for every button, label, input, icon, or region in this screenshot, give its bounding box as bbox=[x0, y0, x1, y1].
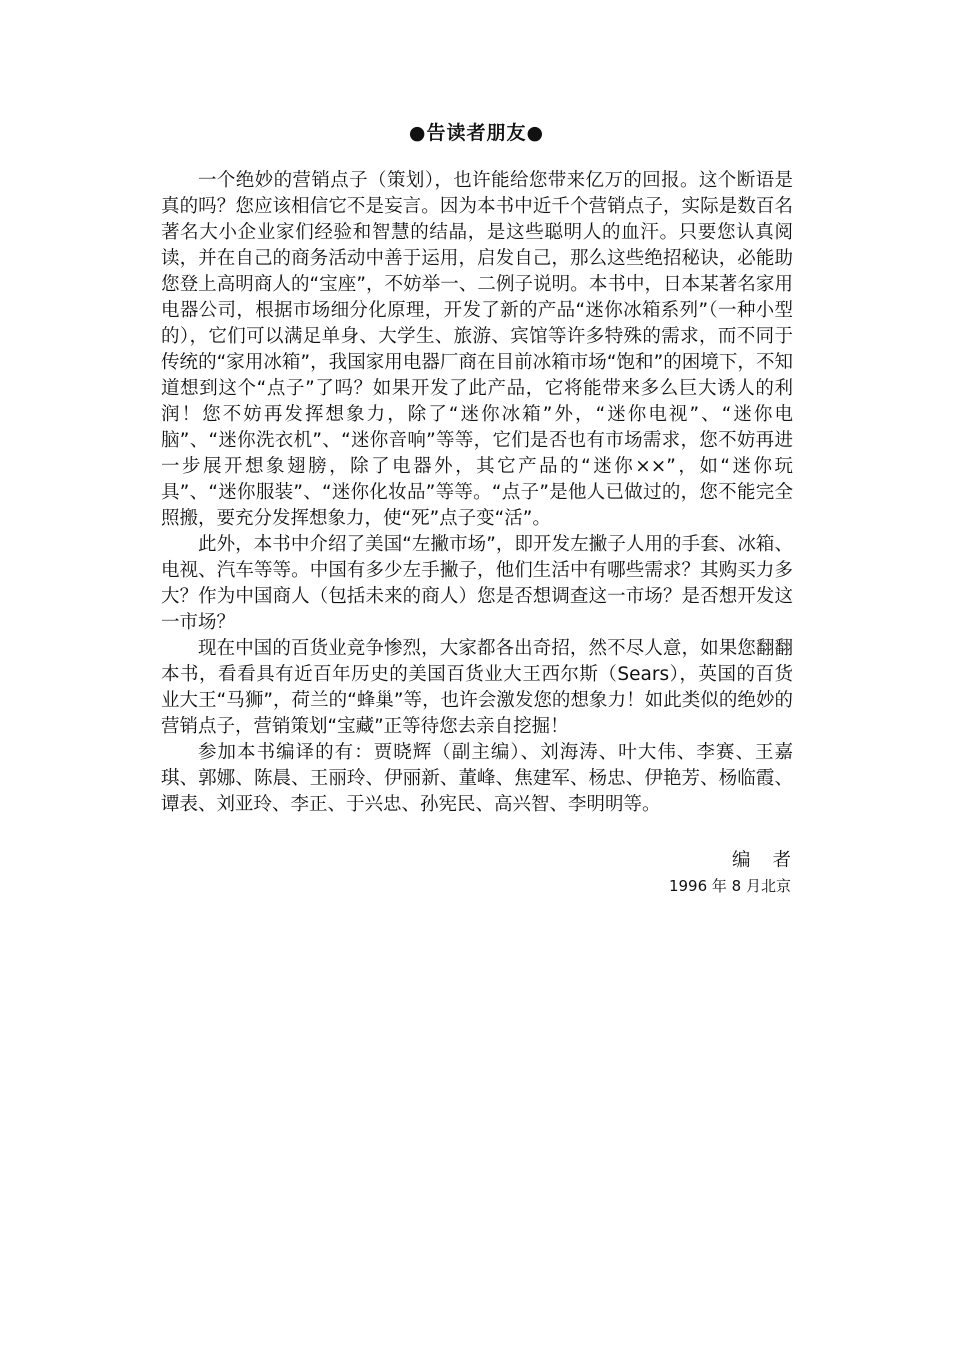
paragraph-1: 一个绝妙的营销点子（策划），也许能给您带来亿万的回报。这个断语是真的吗？您应该相信它不是妄言。因为本书中近千个营销点子，实际是数百名著名大小企业家们经验和智慧的结晶，是这些聪明人的血汗。只要您认真阅读，并在自己的商务活动中善于运用，启发自己，那么这些绝招秘诀，必能助您登上高明商人的“宝座”，不妨举一、二例子说明。本书中，日本某著名家用电器公司，根据市场细分化原理，开发了新的产品“迷你冰箱系列”（一种小型的），它们可以满足单身、大学生、旅游、宾馆等许多特殊的需求，而不同于传统的“家用冰箱”，我国家用电器厂商在目前冰箱市场“饱和”的困境下，不知道想到这个“点子”了吗？如果开发了此产品，它将能带来多么巨大诱人的利润！您不妨再发挥想象力，除了“迷你冰箱”外，“迷你电视”、“迷你电脑”、“迷你洗衣机”、“迷你音响”等等，它们是否也有市场需求，您不妨再进一步展开想象翅膀，除了电器外，其它产品的“迷你××”，如“迷你玩具”、“迷你服装”、“迷你化妆品”等等。“点子”是他人已做过的，您不能完全照搬，要充分发挥想象力，使“死”点子变“活”。 bbox=[161, 170, 793, 529]
signature-block bbox=[668, 848, 813, 898]
date-line: 1996 年 8 月北京 bbox=[668, 877, 791, 895]
paragraph-4: 参加本书编译的有：贾晓辉（副主编）、刘海涛、叶大伟、李赛、王嘉琪、郭娜、陈晨、王丽玲、伊丽新、董峰、焦建军、杨忠、伊艳芳、杨临霞、谭表、刘亚玲、李正、于兴忠、孙宪民、高兴智、李明明等。 bbox=[161, 742, 793, 815]
signature: 编者 bbox=[731, 850, 813, 871]
page-title: ●告读者朋友● bbox=[408, 122, 545, 144]
body-text bbox=[161, 168, 793, 818]
paragraph-2: 此外，本书中介绍了美国“左撇市场”，即开发左撇子人用的手套、冰箱、电视、汽车等等。中国有多少左手撇子，他们生活中有哪些需求？其购买力多大？作为中国商人（包括未来的商人）您是否想调查这一市场？是否想开发这一市场？ bbox=[161, 534, 793, 633]
paragraph-3: 现在中国的百货业竞争惨烈，大家都各出奇招，然不尽人意，如果您翻翻本书，看看具有近百年历史的美国百货业大王西尔斯（Sears），英国的百货业大王“马狮”，荷兰的“蜂巢”等，也许会激发您的想象力！如此类似的绝妙的营销点子，营销策划“宝藏”正等待您去亲自挖掘！ bbox=[161, 638, 793, 737]
